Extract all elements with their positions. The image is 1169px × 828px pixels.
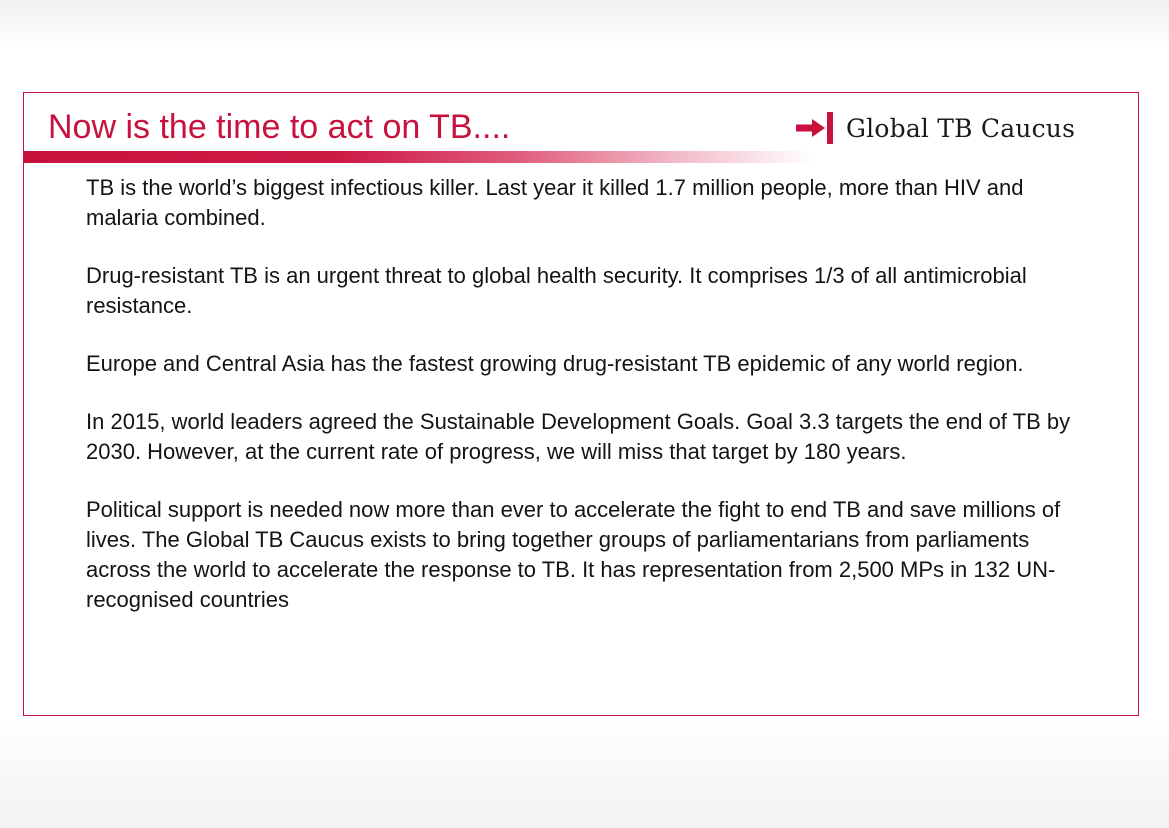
brand-logo [794, 107, 1075, 149]
page-title: Now is the time to act on TB.... [48, 108, 511, 146]
arrow-into-bar-icon [794, 112, 838, 144]
paragraph-europe-central-asia: Europe and Central Asia has the fastest growing drug-resistant TB epidemic of any world region. [86, 351, 1024, 376]
info-panel [23, 92, 1139, 716]
brand-name: Global TB Caucus [846, 113, 1076, 143]
scan-shadow-top [0, 0, 1169, 46]
body-text [86, 173, 1076, 643]
paragraph-political-support: Political support is needed now more than ever to accelerate the fight to end TB and save millions of lives. The Global TB Caucus exists to bring together groups of parliamentarians from parliaments across the world to accelerate the response to TB. It has representation from 2,500 MPs in 132 UN-recognised countries [86, 497, 1061, 612]
paragraph-drug-resistant: Drug-resistant TB is an urgent threat to global health security. It comprises 1/3 of all antimicrobial resistance. [86, 263, 1027, 318]
title-underline [24, 151, 814, 163]
paragraph-tb-killer: TB is the world’s biggest infectious killer. Last year it killed 1.7 million people, more than HIV and malaria combined. [86, 175, 1024, 230]
paragraph-sdg-goals: In 2015, world leaders agreed the Sustainable Development Goals. Goal 3.3 targets the end of TB by 2030. However, at the current rate of progress, we will miss that target by 180 years. [86, 409, 1071, 464]
scan-shadow-bottom [0, 722, 1169, 828]
